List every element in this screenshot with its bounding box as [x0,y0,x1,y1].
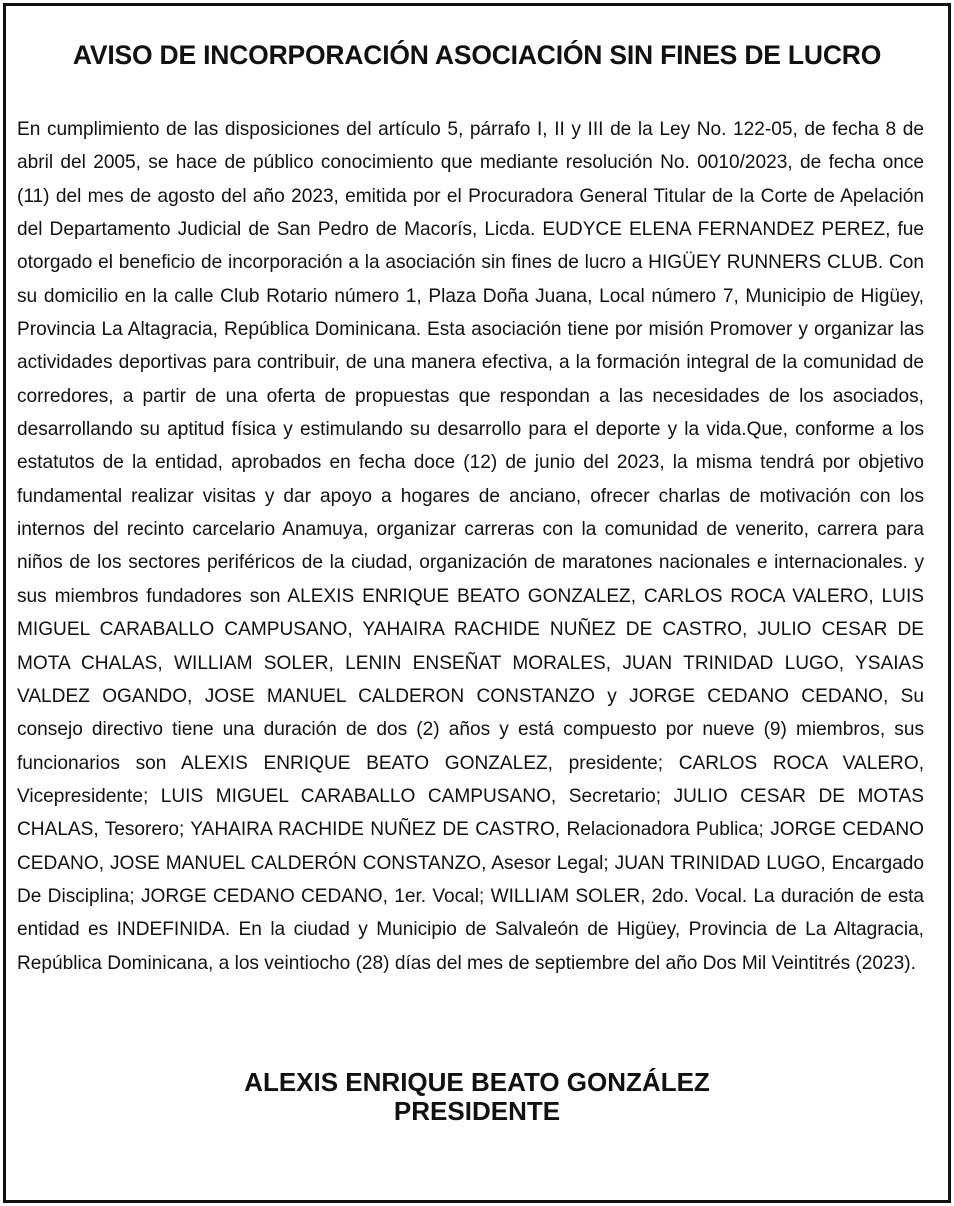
signature-block [0,1068,954,1126]
signatory-name: ALEXIS ENRIQUE BEATO GONZÁLEZ [244,1067,710,1097]
notice-title: AVISO DE INCORPORACIÓN ASOCIACIÓN SIN FINES DE LUCRO [72,40,882,70]
signatory-role: PRESIDENTE [393,1096,561,1126]
notice-body: En cumplimiento de las disposiciones del artículo 5, párrafo I, II y III de la Ley No. 122-05, de fecha 8 de abril del 2005, se hace de público conocimiento que mediante resolución No. 0010/2023, de fecha once (11) del mes de agosto del año 2023, emitida por el Procuradora General Titular de la Corte de Apelación del Departamento Judicial de San Pedro de Macorís, Licda. EUDYCE ELENA FERNANDEZ PEREZ, fue otorgado el beneficio de incorporación a la asociación sin fines de lucro a HIGÜEY RUNNERS CLUB. Con su domicilio en la calle Club Rotario número 1, Plaza Doña Juana, Local número 7, Municipio de Higüey, Provincia La Altagracia, República Dominicana. Esta asociación tiene por misión Promover y organizar las actividades deportivas para contribuir, de una manera efectiva, a la formación integral de la comunidad de corredores, a partir de una oferta de propuestas que respondan a las necesidades de los asociados, desarrollando su aptitud física y estimulando su desarrollo para el deporte y la vida.Que, conforme a los estatutos de la entidad, aprobados en fecha doce (12) de junio del 2023, la misma tendrá por objetivo fundamental realizar visitas y dar apoyo a hogares de anciano, ofrecer charlas de motivación con los internos del recinto carcelario Anamuya, organizar carreras con la comunidad de venerito, carrera para niños de los sectores periféricos de la ciudad, organización de maratones nacionales e internacionales. y sus miembros fundadores son ALEXIS ENRIQUE BEATO GONZALEZ, CARLOS ROCA VALERO, LUIS MIGUEL CARABALLO CAMPUSANO, YAHAIRA RACHIDE NUÑEZ DE CASTRO, JULIO CESAR DE MOTA CHALAS, WILLIAM SOLER, LENIN ENSEÑAT MORALES, JUAN TRINIDAD LUGO, YSAIAS VALDEZ OGANDO, JOSE MANUEL CALDERON CONSTANZO y JORGE CEDANO CEDANO, Su consejo directivo tiene una duración de dos (2) años y está compuesto por nueve (9) miembros, sus funcionarios son ALEXIS ENRIQUE BEATO GONZALEZ, presidente; CARLOS ROCA VALERO, Vicepresidente; LUIS MIGUEL CARABALLO CAMPUSANO, Secretario; JULIO CESAR DE MOTAS CHALAS, Tesorero; YAHAIRA RACHIDE NUÑEZ DE CASTRO, Relacionadora Publica; JORGE CEDANO CEDANO, JOSE MANUEL CALDERÓN CONSTANZO, Asesor Legal; JUAN TRINIDAD LUGO, Encargado De Disciplina; JORGE CEDANO CEDANO, 1er. Vocal; WILLIAM SOLER, 2do. Vocal. La duración de esta entidad es INDEFINIDA. En la ciudad y Municipio de Salvaleón de Higüey, Provincia de La Altagracia, República Dominicana, a los veintiocho (28) días del mes de septiembre del año Dos Mil Veintitrés (2023). [17,119,924,974]
